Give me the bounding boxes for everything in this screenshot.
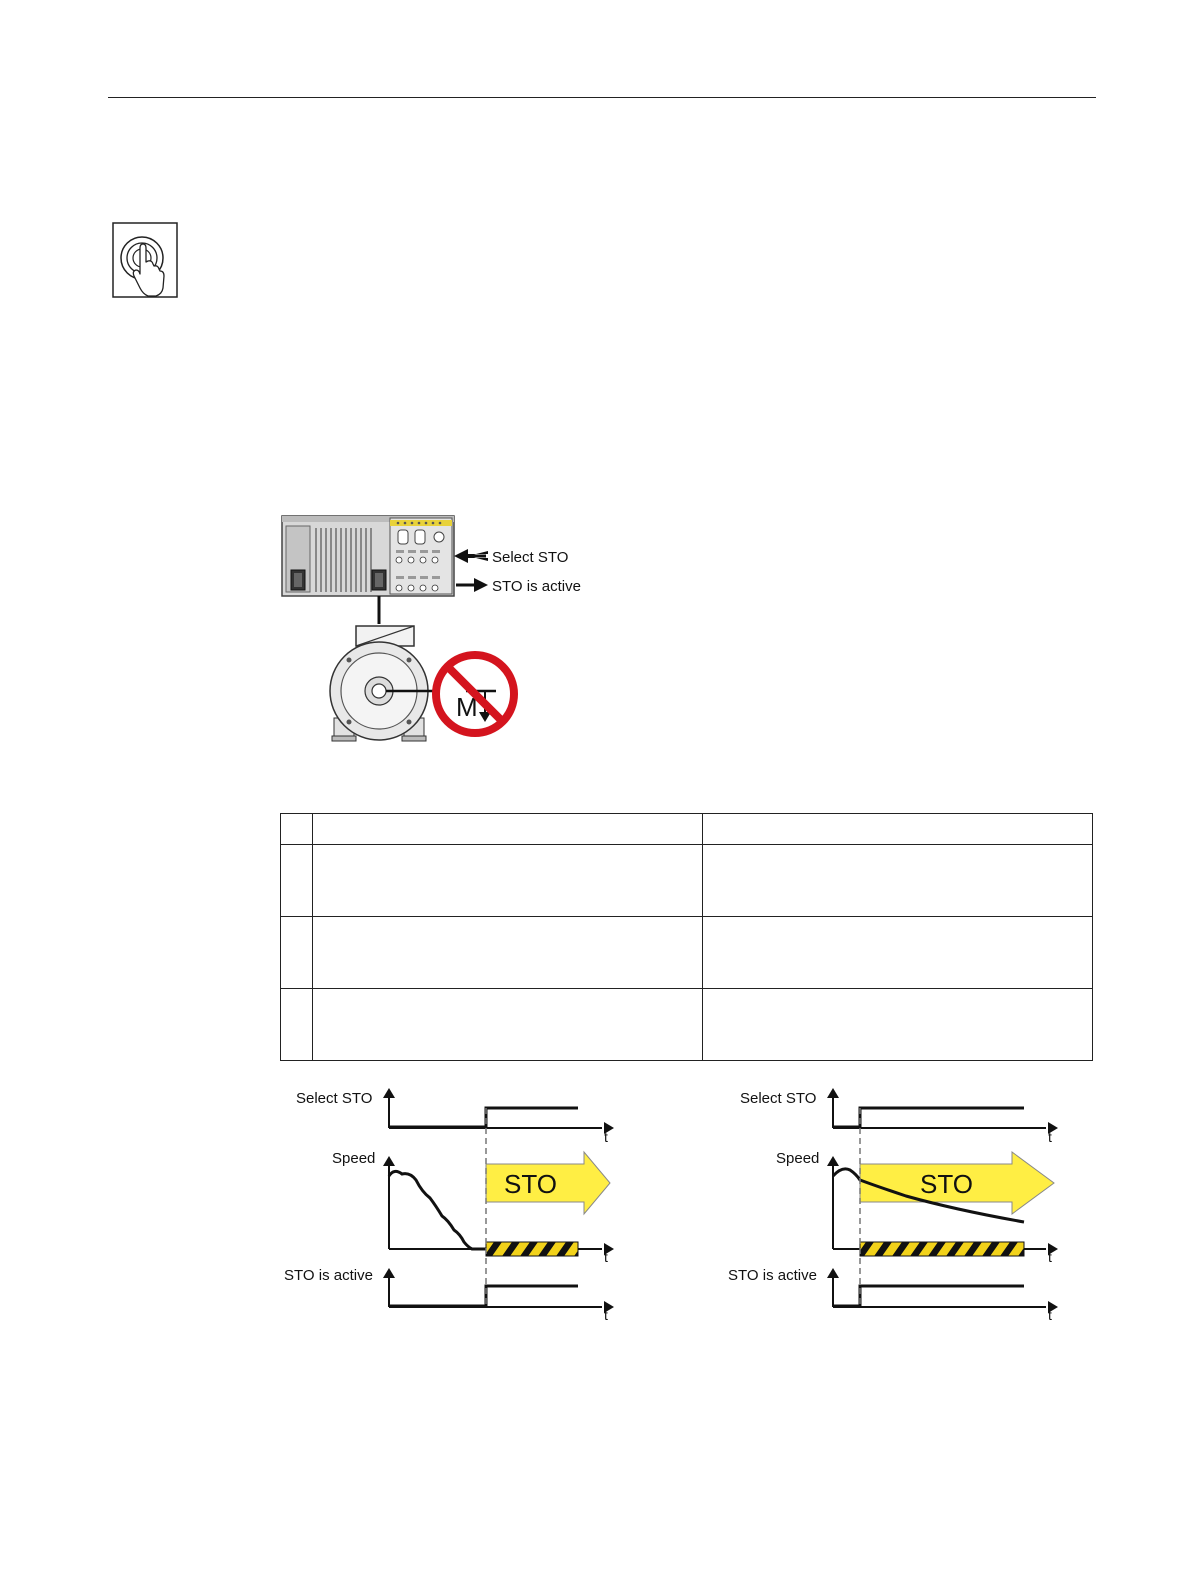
time-axis-label: t (604, 1129, 608, 1145)
select-sto-label: Select STO (492, 549, 569, 566)
speed-curve (389, 1171, 486, 1249)
torque-symbol: M (456, 692, 478, 722)
header-rule (108, 97, 1096, 98)
sto-active-signal-label: STO is active (284, 1267, 373, 1284)
select-sto-signal-label: Select STO (296, 1090, 373, 1107)
svg-text:STO: STO (504, 1169, 557, 1199)
table-header-row (281, 814, 1093, 845)
sto-active-label: STO is active (492, 578, 581, 595)
sto-active-signal-label: STO is active (728, 1267, 817, 1284)
sto-arrow (486, 1152, 610, 1214)
sto-table (280, 813, 1093, 1061)
drive-motor-figure (278, 512, 608, 747)
timing-diagram-right (726, 1082, 1101, 1327)
time-axis-label: t (604, 1307, 608, 1323)
prohibition-sign-icon (436, 655, 514, 733)
push-button-icon (112, 222, 178, 298)
time-axis-label: t (1048, 1249, 1052, 1265)
time-axis-label: t (604, 1249, 608, 1265)
time-axis-label: t (1048, 1307, 1052, 1323)
select-sto-signal-label: Select STO (740, 1090, 817, 1107)
sto-arrow (860, 1152, 1054, 1214)
svg-text:STO: STO (920, 1169, 973, 1199)
hatched-bar (486, 1242, 578, 1256)
table-row (281, 917, 1093, 989)
table-row (281, 845, 1093, 917)
hatched-bar (860, 1242, 1024, 1256)
table-row (281, 989, 1093, 1061)
timing-diagram-left (282, 1082, 657, 1327)
time-axis-label: t (1048, 1129, 1052, 1145)
sto-active-arrow (474, 578, 488, 592)
speed-signal-label: Speed (776, 1150, 820, 1167)
speed-signal-label: Speed (332, 1150, 376, 1167)
